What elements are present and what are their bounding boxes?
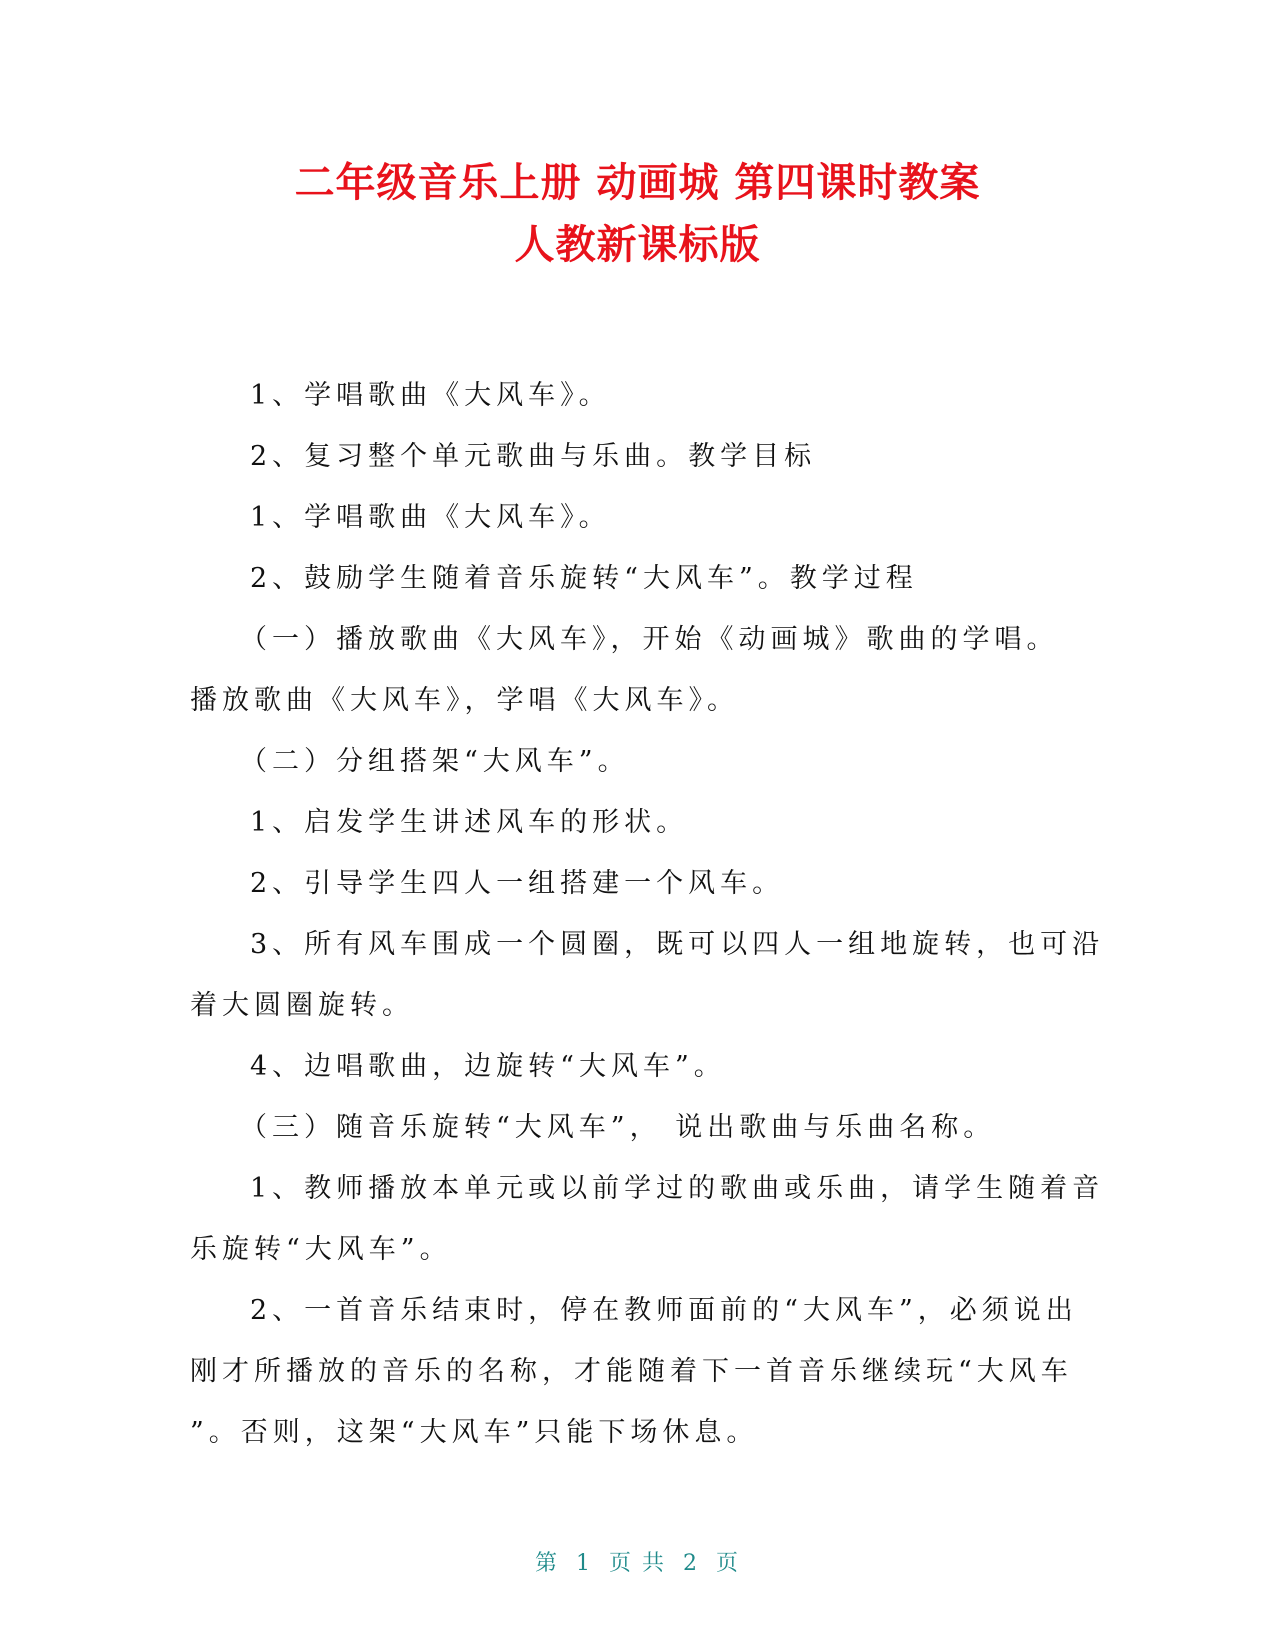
footer-suffix: 页 [716,1551,741,1576]
body-line: 刚才所播放的音乐的名称，才能随着下一首音乐继续玩“大风车 [190,1356,1073,1387]
title-line-2: 人教新课标版 [514,222,761,268]
body-line: 2、鼓励学生随着音乐旋转“大风车”。教学过程 [250,563,918,594]
body-line: 4、边唱歌曲，边旋转“大风车”。 [250,1051,726,1082]
body-line: 2、复习整个单元歌曲与乐曲。教学目标 [250,441,817,472]
document-body [190,365,1105,1463]
footer-total-pages: 2 [683,1551,699,1576]
body-line: （二）分组搭架“大风车”。 [240,746,630,777]
body-line: 3、所有风车围成一个圆圈，既可以四人一组地旋转，也可沿 [250,929,1105,960]
body-line: 着大圆圈旋转。 [190,990,414,1021]
body-line: 1、启发学生讲述风车的形状。 [250,807,689,838]
body-line: 2、引导学生四人一组搭建一个风车。 [250,868,785,899]
body-line: （一）播放歌曲《大风车》，开始《动画城》歌曲的学唱。 [240,624,1059,655]
body-line: （三）随音乐旋转“大风车”， 说出歌曲与乐曲名称。 [240,1112,996,1143]
body-line: 播放歌曲《大风车》，学唱《大风车》。 [190,685,739,716]
body-line: 乐旋转“大风车”。 [190,1234,452,1265]
title-line-1: 二年级音乐上册 动画城 第四课时教案 [294,160,981,206]
document-title [0,152,1275,276]
footer-middle: 页 共 [609,1551,666,1576]
page-footer [0,1546,1275,1577]
footer-prefix: 第 [534,1551,559,1576]
body-line: 2、一首音乐结束时，停在教师面前的“大风车”，必须说出 [250,1295,1078,1326]
body-line: ”。否则，这架“大风车”只能下场休息。 [190,1417,759,1448]
body-line: 1、学唱歌曲《大风车》。 [250,380,611,411]
body-line: 1、教师播放本单元或以前学过的歌曲或乐曲，请学生随着音 [250,1173,1105,1204]
body-line: 1、学唱歌曲《大风车》。 [250,502,611,533]
footer-current-page: 1 [576,1551,592,1576]
